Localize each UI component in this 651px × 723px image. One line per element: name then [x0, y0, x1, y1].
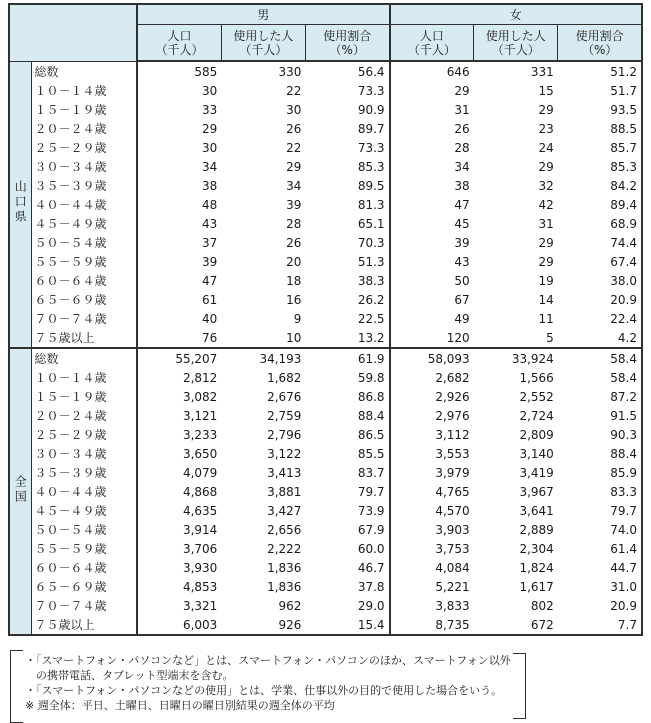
male-users-cell: 1,836 [267, 560, 302, 575]
male-users-cell: 2,676 [267, 389, 302, 404]
age-group-label: ２５－２９歳 [31, 425, 137, 444]
female-population-cell: 3,553 [435, 446, 470, 461]
female-users-cell: 29 [538, 235, 554, 250]
footnote-left-bracket [10, 650, 23, 723]
table-row [9, 558, 642, 577]
male-population-cell: 33 [202, 102, 218, 117]
male-users-cell: 22 [286, 140, 302, 155]
table-row [9, 309, 642, 328]
male-users-cell: 3,427 [267, 503, 302, 518]
table-row [9, 577, 642, 596]
male-users-cell: 18 [286, 273, 302, 288]
female-users-cell: 29 [538, 254, 554, 269]
male-users-header [221, 25, 305, 62]
male-population-cell: 37 [202, 235, 218, 250]
female-population-header [390, 25, 474, 62]
female-rate-cell: 93.5 [610, 102, 637, 117]
female-rate-cell: 85.9 [610, 465, 637, 480]
footnote [10, 650, 526, 719]
region-label: 山口県 [9, 61, 31, 348]
table-row [9, 387, 642, 406]
female-users-cell: 5 [546, 330, 554, 345]
header-line: （千人） [155, 42, 204, 57]
female-rate-cell: 51.7 [610, 83, 637, 98]
age-group-label: ５０－５４歳 [31, 233, 137, 252]
header-line: （千人） [491, 42, 540, 57]
table-row [9, 539, 642, 558]
female-population-cell: 5,221 [435, 579, 470, 594]
male-rate-cell: 59.8 [305, 368, 389, 387]
female-population-cell: 4,765 [435, 484, 470, 499]
male-users-cell: 9 [293, 311, 302, 326]
male-population-cell: 34 [202, 159, 218, 174]
table-row [9, 119, 642, 138]
male-population-cell: 55,207 [137, 348, 221, 368]
male-group-header: 男 [137, 4, 389, 25]
female-users-cell: 2,724 [519, 408, 554, 423]
female-rate-cell: 7.7 [617, 617, 637, 632]
female-rate-cell: 85.7 [610, 140, 637, 155]
male-population-cell: 6,003 [182, 617, 218, 632]
female-rate-cell: 79.7 [610, 503, 637, 518]
male-rate-cell: 89.5 [305, 176, 389, 195]
male-population-cell: 30 [202, 140, 218, 155]
female-rate-cell: 44.7 [610, 560, 637, 575]
male-users-cell: 1,682 [267, 370, 302, 385]
male-population-cell: 585 [194, 64, 218, 79]
male-rate-cell: 13.2 [305, 328, 389, 348]
male-users-cell: 3,413 [267, 465, 302, 480]
female-users-cell: 1,566 [519, 370, 554, 385]
female-users-cell: 11 [538, 311, 554, 326]
male-population-cell: 61 [202, 292, 218, 307]
male-users-cell: 34,193 [221, 348, 305, 368]
female-rate-cell: 38.0 [610, 273, 637, 288]
male-population-cell: 47 [202, 273, 218, 288]
female-rate-cell: 67.4 [610, 254, 637, 269]
male-rate-cell: 86.8 [305, 387, 389, 406]
male-users-cell: 2,759 [267, 408, 302, 423]
female-population-cell: 3,753 [435, 541, 470, 556]
female-users-cell: 3,419 [519, 465, 554, 480]
age-group-label: 総数 [31, 61, 137, 81]
header-line: （%） [329, 42, 365, 57]
male-population-cell: 48 [202, 197, 218, 212]
age-group-label: ７５歳以上 [31, 328, 137, 348]
male-rate-cell: 60.0 [305, 539, 389, 558]
table-row [9, 348, 642, 368]
female-population-cell: 3,833 [435, 598, 470, 613]
male-rate-cell: 65.1 [305, 214, 389, 233]
usage-statistics-table [8, 3, 643, 636]
male-population-cell: 3,914 [182, 522, 218, 537]
female-rate-cell: 84.2 [610, 178, 637, 193]
female-users-cell: 29 [538, 102, 554, 117]
female-rate-cell: 87.2 [610, 389, 637, 404]
male-rate-cell: 88.4 [305, 406, 389, 425]
table-body [9, 61, 642, 635]
male-rate-cell: 85.5 [305, 444, 389, 463]
footnote-line: ・「スマートフォン・パソコンなど」とは、スマートフォン・パソコンのほか、スマートフォン以外 [25, 654, 511, 667]
female-population-cell: 2,682 [435, 370, 470, 385]
table-row [9, 482, 642, 501]
male-users-cell: 962 [278, 598, 302, 613]
female-population-cell: 28 [454, 140, 470, 155]
female-population-cell: 45 [454, 216, 470, 231]
age-group-label: ４５－４９歳 [31, 214, 137, 233]
table-row [9, 290, 642, 309]
table-row [9, 501, 642, 520]
female-rate-cell: 61.4 [610, 541, 637, 556]
female-users-header [474, 25, 558, 62]
male-population-cell: 4,853 [182, 579, 218, 594]
table-row [9, 328, 642, 348]
female-users-cell: 802 [530, 598, 554, 613]
female-users-cell: 331 [530, 64, 554, 79]
age-group-label: ６５－６９歳 [31, 577, 137, 596]
table-row [9, 425, 642, 444]
header-line: 人口 [419, 28, 444, 43]
male-rate-cell: 46.7 [305, 558, 389, 577]
female-population-cell: 58,093 [390, 348, 474, 368]
female-users-cell: 42 [538, 197, 554, 212]
male-rate-cell: 70.3 [305, 233, 389, 252]
female-users-cell: 15 [538, 83, 554, 98]
footnote-text [23, 650, 513, 719]
male-users-cell: 28 [286, 216, 302, 231]
male-rate-cell: 56.4 [305, 61, 389, 81]
female-users-cell: 3,140 [519, 446, 554, 461]
female-rate-cell: 91.5 [610, 408, 637, 423]
female-population-cell: 4,084 [435, 560, 470, 575]
age-group-label: ２０－２４歳 [31, 406, 137, 425]
male-population-cell: 30 [202, 83, 218, 98]
female-population-cell: 50 [454, 273, 470, 288]
female-rate-cell: 88.5 [610, 121, 637, 136]
male-rate-cell: 38.3 [305, 271, 389, 290]
female-users-cell: 32 [538, 178, 554, 193]
female-rate-cell: 51.2 [610, 64, 637, 79]
female-users-cell: 24 [538, 140, 554, 155]
male-population-cell: 4,079 [182, 465, 218, 480]
header-line: 使用割合 [323, 28, 372, 43]
footnote-line: ※ 週全体：平日、土曜日、日曜日の曜日別結果の週全体の平均 [25, 699, 335, 712]
male-rate-cell: 73.9 [305, 501, 389, 520]
female-users-cell: 3,967 [519, 484, 554, 499]
female-users-cell: 31 [538, 216, 554, 231]
header-line: （千人） [239, 42, 288, 57]
age-group-label: １０－１４歳 [31, 368, 137, 387]
age-group-label: ６５－６９歳 [31, 290, 137, 309]
table-row [9, 596, 642, 615]
female-users-cell: 2,552 [519, 389, 554, 404]
header-line: 使用した人 [485, 28, 546, 43]
age-group-label: １５－１９歳 [31, 100, 137, 119]
female-rate-cell: 74.0 [610, 522, 637, 537]
male-population-cell: 40 [202, 311, 218, 326]
female-users-cell: 19 [538, 273, 554, 288]
male-rate-cell: 85.3 [305, 157, 389, 176]
table-row [9, 176, 642, 195]
female-rate-cell: 58.4 [558, 348, 642, 368]
table-row [9, 214, 642, 233]
table-row [9, 138, 642, 157]
age-group-label: ２０－２４歳 [31, 119, 137, 138]
male-rate-cell: 81.3 [305, 195, 389, 214]
table-row [9, 406, 642, 425]
header-line: （千人） [407, 42, 456, 57]
age-group-label: ３０－３４歳 [31, 157, 137, 176]
female-population-cell: 4,570 [435, 503, 470, 518]
table-row [9, 615, 642, 635]
female-population-cell: 3,112 [435, 427, 470, 442]
female-users-cell: 672 [530, 617, 554, 632]
male-population-cell: 3,082 [182, 389, 218, 404]
age-group-label: ７０－７４歳 [31, 596, 137, 615]
age-group-label: ２５－２９歳 [31, 138, 137, 157]
age-group-label: ３５－３９歳 [31, 176, 137, 195]
male-population-cell: 3,121 [182, 408, 218, 423]
age-group-label: １５－１９歳 [31, 387, 137, 406]
table-row [9, 100, 642, 119]
female-users-cell: 14 [538, 292, 554, 307]
male-rate-cell: 86.5 [305, 425, 389, 444]
age-group-label: ７５歳以上 [31, 615, 137, 635]
female-population-cell: 29 [454, 83, 470, 98]
male-users-cell: 2,796 [267, 427, 302, 442]
female-users-cell: 23 [538, 121, 554, 136]
female-users-cell: 3,641 [519, 503, 554, 518]
corner-cell [9, 4, 137, 61]
header-line: 人口 [167, 28, 192, 43]
age-group-label: ４５－４９歳 [31, 501, 137, 520]
male-population-cell: 38 [202, 178, 218, 193]
female-users-cell: 29 [538, 159, 554, 174]
female-population-cell: 47 [454, 197, 470, 212]
female-population-cell: 2,976 [435, 408, 470, 423]
female-rate-cell: 74.4 [610, 235, 637, 250]
header-line: （%） [581, 42, 618, 57]
male-rate-cell: 83.7 [305, 463, 389, 482]
male-rate-cell: 79.7 [305, 482, 389, 501]
female-users-cell: 2,304 [519, 541, 554, 556]
age-group-label: ５５－５９歳 [31, 539, 137, 558]
table-row [9, 444, 642, 463]
table-row [9, 463, 642, 482]
male-rate-cell: 73.3 [305, 138, 389, 157]
female-rate-cell: 90.3 [610, 427, 637, 442]
male-users-cell: 34 [286, 178, 302, 193]
female-users-cell: 1,617 [519, 579, 554, 594]
female-population-cell: 3,979 [435, 465, 470, 480]
female-users-cell: 33,924 [474, 348, 558, 368]
footnote-right-bracket [513, 653, 526, 719]
male-population-cell: 3,321 [182, 598, 218, 613]
age-group-label: ４０－４４歳 [31, 195, 137, 214]
male-rate-cell: 73.3 [305, 81, 389, 100]
male-users-cell: 20 [286, 254, 302, 269]
male-users-cell: 2,222 [267, 541, 302, 556]
female-population-cell: 120 [446, 330, 470, 345]
male-population-cell: 3,650 [182, 446, 218, 461]
male-population-cell: 39 [202, 254, 218, 269]
female-population-cell: 39 [454, 235, 470, 250]
age-group-label: ７０－７４歳 [31, 309, 137, 328]
male-users-cell: 30 [286, 102, 302, 117]
female-population-cell: 49 [454, 311, 470, 326]
age-group-label: ３０－３４歳 [31, 444, 137, 463]
female-rate-cell: 20.9 [610, 292, 637, 307]
table-row [9, 157, 642, 176]
male-users-cell: 39 [286, 197, 302, 212]
female-rate-cell: 68.9 [610, 216, 637, 231]
age-group-label: １０－１４歳 [31, 81, 137, 100]
male-rate-cell: 15.4 [305, 615, 389, 635]
footnote-line: の携帯電話、タブレット型端末を含む。 [25, 669, 234, 682]
age-group-label: ６０－６４歳 [31, 558, 137, 577]
female-rate-cell: 83.3 [610, 484, 637, 499]
male-population-cell: 4,635 [182, 503, 218, 518]
female-population-cell: 26 [454, 121, 470, 136]
female-rate-cell: 20.9 [610, 598, 637, 613]
male-population-cell: 2,812 [182, 370, 218, 385]
female-users-cell: 1,824 [519, 560, 554, 575]
male-users-cell: 1,836 [267, 579, 302, 594]
male-rate-header [305, 25, 389, 62]
male-rate-cell: 51.3 [305, 252, 389, 271]
male-users-cell: 2,656 [267, 522, 302, 537]
male-users-cell: 10 [286, 330, 302, 345]
female-population-cell: 34 [454, 159, 470, 174]
male-rate-cell: 89.7 [305, 119, 389, 138]
male-population-cell: 4,868 [182, 484, 218, 499]
age-group-label: ６０－６４歳 [31, 271, 137, 290]
male-users-cell: 29 [286, 159, 302, 174]
table-row [9, 81, 642, 100]
male-users-cell: 330 [278, 64, 302, 79]
footnote-line: ・「スマートフォン・パソコンなどの使用」とは、学業、仕事以外の目的で使用した場合をいう。 [25, 684, 503, 697]
female-population-cell: 38 [454, 178, 470, 193]
female-rate-cell: 89.4 [610, 197, 637, 212]
female-rate-cell: 31.0 [610, 579, 637, 594]
female-population-cell: 31 [454, 102, 470, 117]
age-group-label: 総数 [31, 348, 137, 368]
male-users-cell: 3,122 [267, 446, 302, 461]
age-group-label: ５５－５９歳 [31, 252, 137, 271]
header-line: 使用割合 [575, 28, 624, 43]
table-row [9, 61, 642, 81]
male-population-cell: 29 [202, 121, 218, 136]
male-population-cell: 3,233 [182, 427, 218, 442]
age-group-label: ４０－４４歳 [31, 482, 137, 501]
table-row [9, 271, 642, 290]
male-rate-cell: 26.2 [305, 290, 389, 309]
female-rate-header [558, 25, 642, 62]
male-users-cell: 16 [286, 292, 302, 307]
header-line: 使用した人 [233, 28, 294, 43]
male-population-cell: 43 [202, 216, 218, 231]
female-rate-cell: 22.4 [610, 311, 637, 326]
female-rate-cell: 58.4 [610, 370, 637, 385]
male-population-cell: 3,930 [182, 560, 218, 575]
female-population-cell: 2,926 [435, 389, 470, 404]
female-population-cell: 646 [446, 64, 470, 79]
male-rate-cell: 22.5 [305, 309, 389, 328]
female-users-cell: 2,889 [519, 522, 554, 537]
female-users-cell: 2,809 [519, 427, 554, 442]
female-population-cell: 3,903 [435, 522, 470, 537]
table-row [9, 233, 642, 252]
female-rate-cell: 4.2 [617, 330, 637, 345]
male-users-cell: 3,881 [267, 484, 302, 499]
female-rate-cell: 85.3 [610, 159, 637, 174]
female-population-cell: 8,735 [435, 617, 470, 632]
table-row [9, 195, 642, 214]
male-population-cell: 76 [202, 330, 218, 345]
female-population-cell: 43 [454, 254, 470, 269]
male-rate-cell: 61.9 [305, 348, 389, 368]
female-group-header: 女 [390, 4, 642, 25]
table-row [9, 252, 642, 271]
male-rate-cell: 90.9 [305, 100, 389, 119]
female-rate-cell: 88.4 [610, 446, 637, 461]
male-rate-cell: 37.8 [305, 577, 389, 596]
male-population-cell: 3,706 [182, 541, 218, 556]
male-users-cell: 26 [286, 121, 302, 136]
male-population-header [137, 25, 221, 62]
region-label: 全国 [9, 348, 31, 635]
age-group-label: ５０－５４歳 [31, 520, 137, 539]
male-rate-cell: 67.9 [305, 520, 389, 539]
table-row [9, 520, 642, 539]
age-group-label: ３５－３９歳 [31, 463, 137, 482]
male-users-cell: 22 [286, 83, 302, 98]
female-population-cell: 67 [454, 292, 470, 307]
male-users-cell: 926 [278, 617, 302, 632]
table-row [9, 368, 642, 387]
male-users-cell: 26 [286, 235, 302, 250]
male-rate-cell: 29.0 [305, 596, 389, 615]
